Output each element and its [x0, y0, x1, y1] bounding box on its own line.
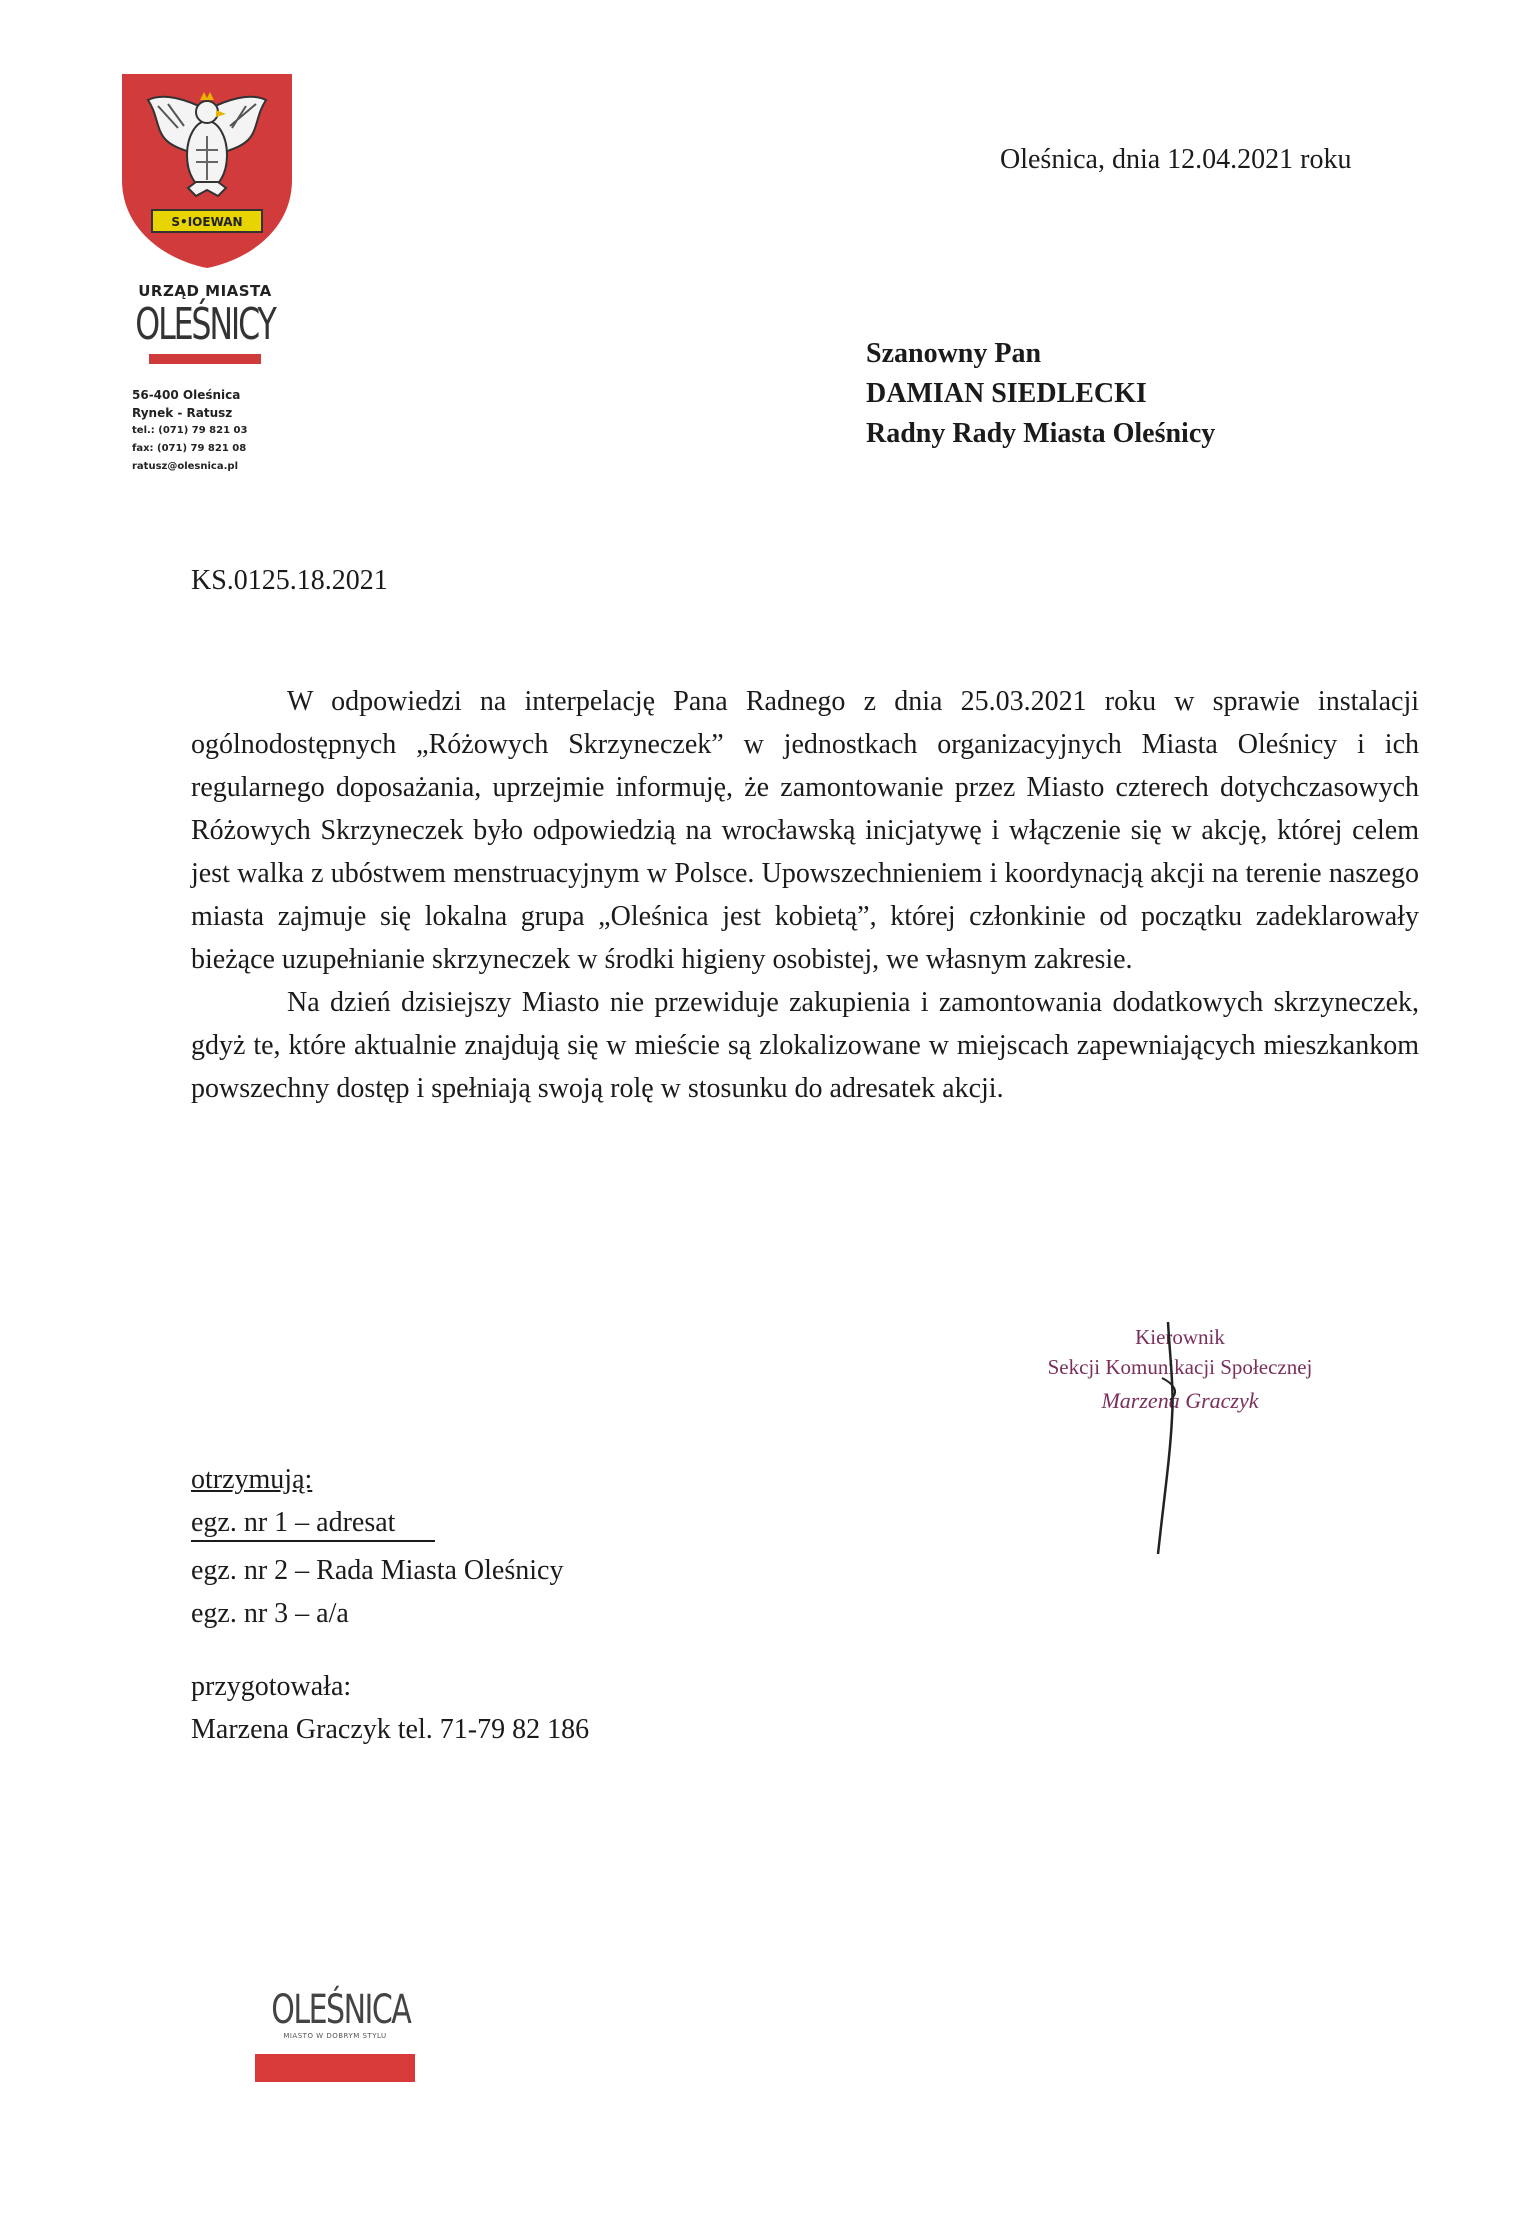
body-paragraph: Na dzień dzisiejszy Miasto nie przewiduje zakupienia i zamontowania dodatkowych skrzyneczek, gdyż te, które aktualnie znajdują się w mieście są zlokalizowane w miejscach zapewniających mieszkankom powszechny dostęp i spełniają swoją rolę w stosunku do adresatek akcji. [191, 987, 1419, 1104]
addressee-name: DAMIAN SIEDLECKI [866, 378, 1147, 409]
contact-email: ratusz@olesnica.pl [132, 461, 238, 472]
footer-logo-name: OLEŚNICA [271, 1987, 411, 2033]
signature-name: Marzena Graczyk [1101, 1388, 1259, 1413]
office-header [100, 282, 310, 364]
office-contact [132, 386, 282, 476]
footer-accent-bar [255, 2054, 415, 2082]
addressee-salutation: Szanowny Pan [866, 338, 1042, 369]
footer-tagline: MIASTO W DOBRYM STYLU [283, 2032, 387, 2040]
signature-unit: Sekcji Komunikacji Społecznej [1047, 1355, 1313, 1379]
footer-city-logo [250, 1987, 420, 2082]
list-item: egz. nr 2 – Rada Miasta Oleśnicy [191, 1555, 564, 1586]
signature-role: Kierownik [1135, 1325, 1225, 1349]
prepared-label: przygotowała: [191, 1671, 352, 1702]
recipients-list [191, 1458, 563, 1635]
handwritten-signature [1140, 1318, 1200, 1558]
place-date: Oleśnica, dnia 12.04.2021 roku [1000, 144, 1352, 175]
city-crest-logo [118, 70, 296, 270]
letter-body [191, 680, 1419, 1110]
contact-street: Rynek - Ratusz [132, 406, 233, 420]
reference-number: KS.0125.18.2021 [191, 565, 388, 596]
crest-motto: S•IOEWAN [171, 215, 243, 229]
office-name: OLEŚNICY [135, 299, 275, 350]
list-item: egz. nr 3 – a/a [191, 1598, 349, 1629]
prepared-by [191, 1665, 589, 1751]
office-label: URZĄD MIASTA [138, 282, 272, 300]
contact-fax: fax: (071) 79 821 08 [132, 443, 247, 454]
addressee-title: Radny Rady Miasta Oleśnicy [866, 418, 1216, 449]
body-paragraph: W odpowiedzi na interpelację Pana Radnego z dnia 25.03.2021 roku w sprawie instalacji ogólnodostępnych „Różowych Skrzyneczek” w jednostkach organizacyjnych Miasta Oleśnicy i ich regularnego doposażania, uprzejmie informuję, że zamontowanie przez Miasto czterech dotychczasowych Różowych Skrzyneczek było odpowiedzią na wrocławską inicjatywę i włączenie się w akcję, której celem jest walka z ubóstwem menstruacyjnym w Polsce. Upowszechnieniem i koordynacją akcji na terenie naszego miasta zajmuje się lokalna grupa „Oleśnica jest kobietą”, której członkinie od początku zadeklarowały bieżące uzupełnianie skrzyneczek w środki higieny osobistej, we własnym zakresie. [191, 686, 1419, 975]
recipients-title: otrzymują: [191, 1464, 313, 1495]
list-item: egz. nr 1 – adresat [191, 1506, 435, 1542]
addressee-block [866, 334, 1215, 454]
contact-postal: 56-400 Oleśnica [132, 388, 241, 402]
office-accent-bar [149, 354, 261, 364]
contact-tel: tel.: (071) 79 821 03 [132, 425, 248, 436]
prepared-value: Marzena Graczyk tel. 71-79 82 186 [191, 1714, 590, 1745]
